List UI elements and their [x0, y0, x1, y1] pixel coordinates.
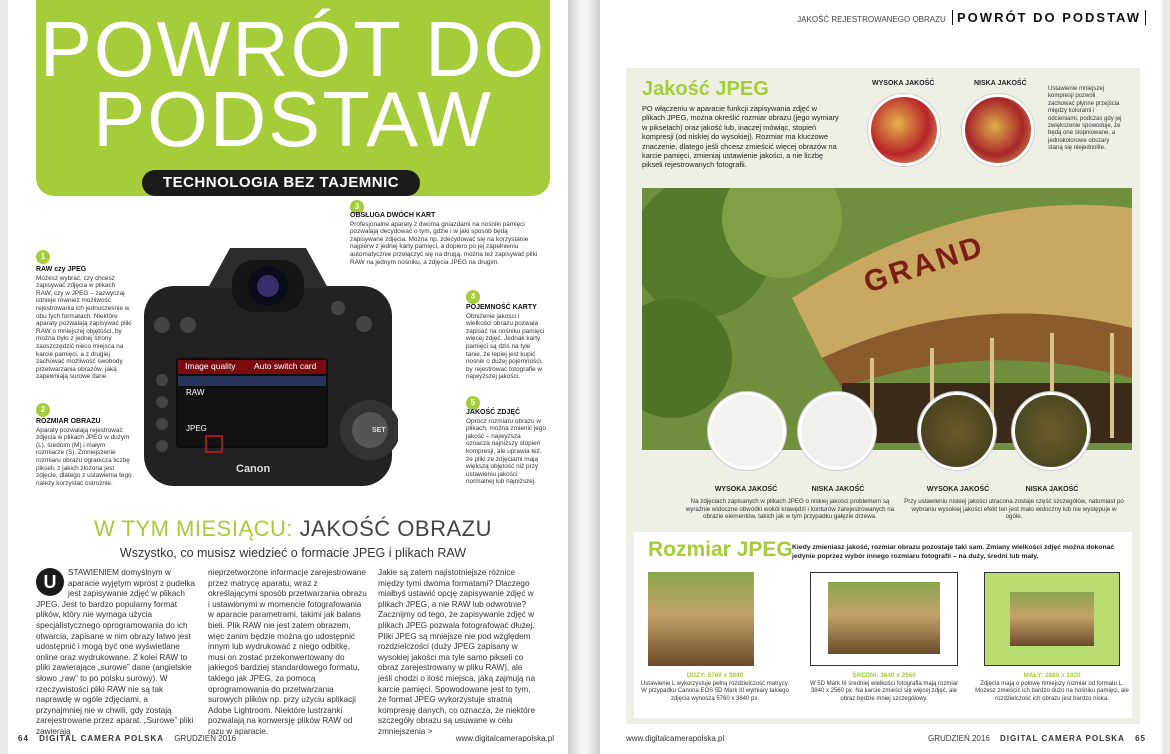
camera-screen-autoswitch: Auto switch card [254, 361, 317, 371]
callout-number-1: 1 [36, 250, 50, 264]
branches-high-quality [708, 392, 786, 470]
low-quality-label: NISKA JAKOŚĆ [974, 80, 1027, 87]
caption-detail: Przy ustawieniu niskiej jakości utracona zostaje część szczegółów, natomiast po wybraniu wysokiej jakości efekt ten jest mało widoczny lub nie występuje w ogóle. [904, 498, 1124, 521]
size-small-thumb [1010, 592, 1094, 646]
callout-number-4: 4 [466, 290, 480, 304]
label-low-1: NISKA JAKOŚĆ [811, 486, 865, 493]
callout-number-2: 2 [36, 403, 50, 417]
size-large-label: DUŻY: 5760 x 3840 [686, 672, 744, 679]
callout-number-5: 5 [466, 396, 480, 410]
article-column-1: U STAWIENIEM domyślnym w aparacie wyjętym wprost z pudełka jest zapisywanie zdjęć w plikach JPEG. Jest to bardzo popularny format plików, który nie wymaga użycia specjalistycznego oprogramowania do ich otwarcia, zapisane w nim obrazy łatwo jest udostępnić i mogą być one wyświetlane online oraz wydrukowane. Z kolei RAW to pliki zawierające „surowe” dane (angielskie słowo „raw” to po polsku surowy). W rzeczywistości pliki RAW nie są tak naprawdę w ogóle zdjęciami, a przynajmniej nie w chwili, gdy zostają zarejestrowane przez aparat. „Surowe” pliki zawierają [36, 568, 195, 736]
camera-screen-jpeg: JPEG [186, 424, 207, 433]
right-header: JAKOŚĆ REJESTROWANEGO OBRAZU POWRÓT DO PODSTAW [797, 10, 1146, 25]
size-medium-thumb [828, 582, 940, 654]
jpeg-quality-intro: PO włączeniu w aparacie funkcji zapisywania zdjęć w plikach JPEG, można określić rozmiar obrazu (jego wymiary w pikselach) oraz jakość lub, inaczej mówiąc, stopień kompresji (od niskiej do wysokiej). Rozmiar ma kluczowe znaczenie, dlatego jeśli chcesz zmieścić więcej obrazów na karcie pamięci, zmieniaj ustawienie jakości, a nie liczbę pikseli rejestrowanych fotografii. [642, 104, 839, 170]
callout-photo-quality: JAKOŚĆ ZDJĘĆ Oprócz rozmiaru obrazu w plikach, można zmienić jego jakość – najwyższa oznacza najniższy stopień kompresji, ale uprawia też, że pliki ze zdjęciami mają większą objętość niż przy ustawieniu jakości normalnej lub najniższej. [466, 409, 546, 486]
callout-dual-cards: OBSŁUGA DWÓCH KART Profesjonalne aparaty z dwoma gniazdami na nośniki pamięci pozwalają decydować o tym, gdzie i w jaki sposób będą zapisywane zdjęcia. Można np. zdecydować się na korzystanie najpierw z jednej karty pamięci, a dopiero po jej zapełnieniu automatycznie przełączyć się na drugą, można też zapisywać pliki RAW na jednym nośniku, a zdjęcia JPEG na drugim. [350, 212, 538, 266]
size-large-thumb [648, 572, 754, 666]
quality-note: Ustawienie mniejszej kompresji pozwoli zachować płynne przejścia między kolorami i odcieniami, podczas gdy jej zwiększenie spowoduje, że będą one stopniowane, a jednokolorowe obszary staną się niejednolite. [1048, 86, 1122, 152]
label-high-1: WYSOKA JAKOŚĆ [714, 486, 778, 493]
detail-low-quality [1012, 392, 1090, 470]
left-page [8, 0, 568, 754]
hero-banner [36, 0, 550, 196]
detail-high-quality [918, 392, 996, 470]
hero-title: POWRÓT DO PODSTAW [39, 5, 547, 163]
jpeg-size-intro: Kiedy zmieniasz jakość, rozmiar obrazu pozostaje taki sam. Zmiany wielkości zdjęć można dokonać jedynie poprzez wybór innego rozmiaru fotografii – na duży, średni lub mały. [792, 544, 1115, 560]
callout-image-size: ROZMIAR OBRAZU Aparaty pozwalają rejestrować zdjęcia w plikach JPEG w dużym (L), średnim (M) i małym rozmiarze (S). Zmniejszenie rozmiaru obrazu ogranicza liczbę pikseli, z jakich złożona jest zdjęcie, dlatego z ustawienia tego należy korzystać ostrożnie. [36, 418, 132, 487]
camera-screen-quality: Image quality [185, 361, 236, 371]
article-column-3: Jakie są zatem najistotniejsze różnice między tymi dwoma formatami? Dlaczego miałbyś ustawić opcję zapisywanie zdjęć w plikach JPEG, a nie RAW lub odwrotnie? Zacznijmy od tego, że zapisywanie zdjęć w plikach JPEG pozwala fotografować dłużej. Pliki JPEG są mniejsze nie pod względem rozdzielczości (duży JPEG zapisany w wysokiej jakości ma tyle samo pikseli co obraz zarejestrowany w pliku RAW), ale jeśli chodzi o ilość miejsca, jaką zajmują na karcie pamięci. Spowodowane jest to tym, że format JPEG wykorzystuje stratną kompresję danych, co oznacza, że niektóre szczegóły obrazu są usuwane w celu zmniejszenia > [378, 568, 536, 736]
jpeg-quality-title: Jakość JPEG [642, 78, 769, 100]
camera-brand: Canon [236, 463, 271, 475]
label-low-2: NISKA JAKOŚĆ [1025, 486, 1079, 493]
camera-screen-raw: RAW [186, 388, 205, 397]
camera-set-button: SET [372, 427, 386, 434]
month-heading: W TYM MIESIĄCU: JAKOŚĆ OBRAZU [94, 516, 492, 541]
callout-card-capacity: POJEMNOŚĆ KARTY Obniżenie jakości i wielkości obrazu pozwala zapisać na nośniku pamięci więcej zdjęć. Jednak karty pamięci są dziś na tyle tanie, że lepiej jest kupić nośnik o dużej pojemności, by rejestrować fotografie w najwyższej jakości. [466, 304, 545, 381]
branches-low-quality [798, 392, 876, 470]
dropcap: U [36, 568, 64, 596]
low-quality-swatch [962, 94, 1034, 166]
left-footer: 64 DIGITAL CAMERA POLSKA GRUDZIEŃ 2016 [18, 734, 237, 743]
carousel-sign: GRAND [859, 229, 989, 300]
right-footer: GRUDZIEŃ 2016 DIGITAL CAMERA POLSKA 65 [927, 734, 1146, 743]
size-medium-desc: W 5D Mark III średniej wielkości fotografia mają rozmiar 3840 x 2560 px. Na karcie zmieści się więcej zdjęć, ale obraz będzie mniej szczegółowy. [809, 681, 959, 702]
section-tag: TECHNOLOGIA BEZ TAJEMNIC [142, 170, 420, 196]
size-small-desc: Zdjęcia mają o połowę mniejszy rozmiar od formatu L. Możesz zmieścić ich bardzo dużo na nośniku pamięci, ale rozdzielczość ich obrazu jest bardzo niska. [975, 681, 1129, 702]
jpeg-size-title: Rozmiar JPEG [648, 538, 793, 561]
spread-gutter [568, 0, 600, 754]
article-column-2: nieprzetworzone informacje zarejestrowane przez matrycę aparatu, wraz z określającymi sposób przetwarzania obrazu i ustawionymi w momencie fotografowania w aparacie parametrami, takimi jak balans bieli. Plik RAW nie jest zatem obrazem, więc zanim będzie można go udostępnić innym lub wydrukować z niego odbitkę, musi on zostać przekonwertowany do jakiegoś bardziej standardowego formatu, takiego jak JPEG, za pomocą oprogramowania do przetwarzania surowych plików np. przy użyciu aplikacji Adobe Lightroom. Niektóre lustrzanki pozwalają na konwersję plików RAW od razu w aparacie. [208, 568, 367, 736]
right-footer-url: www.digitalcamerapolska.pl [626, 734, 725, 743]
caption-branches: Na zdjęciach zapisanych w plikach JPEG o niskiej jakości problemem są wyraźnie widoczne obwódki wokół krawędzi i konturów zarejestrowanych na obrazie elementów, takich jak w tym przypadku gałęzie drzewa. [685, 498, 895, 521]
size-large-desc: Ustawienie L wykorzystuje pełną rozdzielczość matrycy. W przypadku Canona EOS 5D Mark III wymiary takiego zdjęcia wynoszą 5760 x 3840 px. [640, 681, 790, 702]
left-footer-url: www.digitalcamerapolska.pl [455, 734, 554, 743]
size-small-label: MAŁY: 2880 x 1920 [1023, 672, 1081, 679]
callout-raw-jpeg: RAW czy JPEG Możesz wybrać, czy chcesz zapisywać zdjęcia w plikach RAW, czy w JPEG – zazwyczaj istnieje również możliwość rejestrowania ich jednocześnie w obu tych formatach. Niektóre aparaty pozwalają zapisywać pliki RAW o mniejszej objętości, by można było z jednej strony zaoszczędzić nieco miejsca na karcie pamięci, a z drugiej zachować możliwość swobody przetwarzania obrazów, jaką zapewniają surowe dane. [36, 266, 132, 381]
right-page [600, 0, 1162, 754]
article-subtitle: Wszystko, co musisz wiedzieć o formacie JPEG i plikach RAW [119, 546, 467, 560]
label-high-2: WYSOKA JAKOŚĆ [926, 486, 990, 493]
high-quality-swatch [868, 94, 940, 166]
size-medium-label: ŚREDNI: 3840 x 2560 [852, 672, 916, 679]
callout-number-3: 3 [350, 200, 364, 214]
high-quality-label: WYSOKA JAKOŚĆ [872, 80, 935, 87]
